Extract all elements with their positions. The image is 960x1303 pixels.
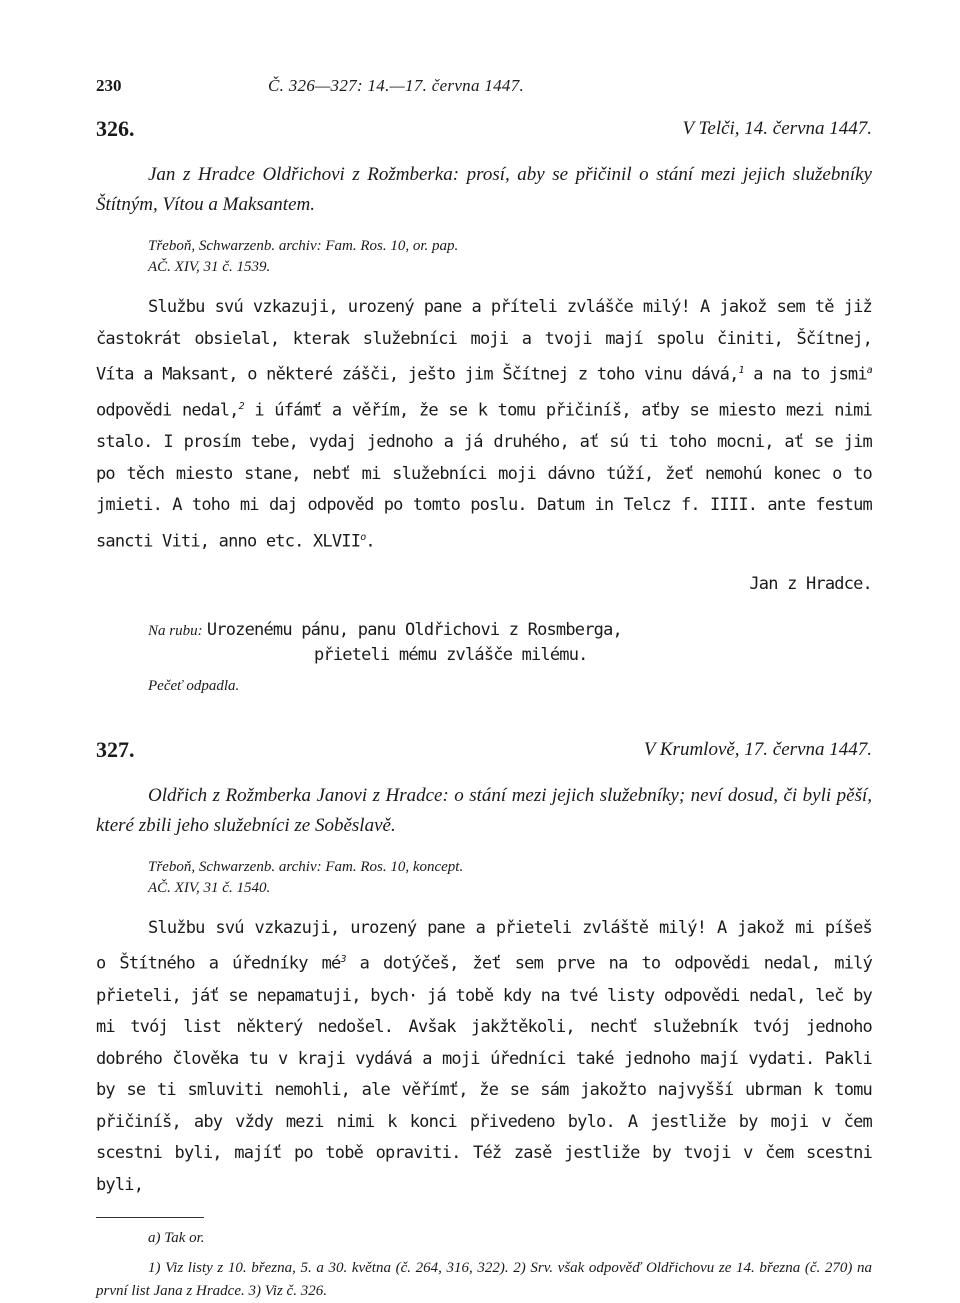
text-segment: . [365, 531, 375, 552]
source-line: Třeboň, Schwarzenb. archiv: Fam. Ros. 10, or. pap. [148, 238, 459, 254]
text-segment: Službu svú vzkazuji, urozený pane a přieteli zvláště milý! A jakož mi píšeš o Štítného a úředníky mé [96, 917, 872, 975]
text-segment: a na to jsmi [743, 364, 867, 385]
letter-text [96, 292, 872, 558]
text-segment: a dotýčeš, žeť sem prve na to odpovědi nedal, milý přieteli, jáť se nepamatuji, bych· já tobě kdy na tvé listy odpovědi nedal, leč by mi tvój list některý nedošel. Avšak jakžtěkoli, nechť služebník tvój jednoho dobrého člověka tu v kraji vydává a moji úředníci také jednoho mají vydati. Pakli by se ti smluviti nemohli, ale věřímť, že se sám jakožto najvyšší ubrman k tomu přičiníš, aby vždy mezi nimi k konci přivedeno bylo. A jestliže by moji v čem scestni byli, majíť po tobě opraviti. Též zasě jestliže by tvoji v čem scestni byli, [96, 954, 872, 1195]
entry-heading [96, 737, 872, 767]
source-line: AČ. XIV, 31 č. 1540. [148, 879, 271, 896]
archival-source [148, 236, 872, 278]
footnote-divider [96, 1217, 204, 1218]
superscript: o [360, 531, 366, 543]
seal-note: Pečeť odpadla. [148, 677, 240, 694]
archival-source [148, 857, 872, 899]
entry-summary: Jan z Hradce Oldřichovi z Rožmberka: prosí, aby se přičinil o stání mezi jejich služebníky Štítným, Vítou a Maksantem. [96, 164, 872, 215]
source-line: Třeboň, Schwarzenb. archiv: Fam. Ros. 10, koncept. [148, 858, 464, 875]
footnote-ref: a [866, 365, 872, 376]
footnote-lettered: a) Tak or. [148, 1230, 205, 1247]
endorsement-label: Na rubu: [148, 622, 203, 639]
signature: Jan z Hradce. [749, 573, 872, 594]
footnote-ref: 2 [238, 401, 244, 413]
text-segment: i úfámť a věřím, že se k tomu přičiníš, aťby se miesto mezi nimi stalo. I prosím tebe, vydaj jednoho a já druhého, ať sú ti toho mocni, ať se jim po těch miesto stane, nebť mi služebníci moji dávno túží, žeť nemohú konec o to jmieti. A toho mi daj odpověd po tomto poslu. Datum in Telcz f. IIII. ante festum sancti Viti, anno etc. XLVII [96, 400, 872, 552]
endorsement [148, 620, 872, 670]
endorsement-line: Urozenému pánu, panu Oldřichovi z Rosmberga, [206, 619, 622, 640]
entry-place-date: V Krumlově, 17. června 1447. [643, 738, 872, 760]
text-segment: Službu svú vzkazuji, urozený pane a příteli zvlášče milý! A jakož sem tě již častokrát obsielal, kterak služebníci moji a tvoji mají spolu činiti, Ščítnej, Víta a Maksant, o některé zášči, ješto jim Ščítnej z toho vinu dává, [96, 297, 872, 385]
entry-327 [96, 737, 872, 1201]
footnote-ref: 3 [340, 954, 346, 966]
footnotes-numbered: 1) Viz listy z 10. března, 5. a 30. května (č. 264, 316, 322). 2) Srv. však odpověď Oldřichovu ze 14. března (č. 270) na první list Jana z Hradce. 3) Viz č. 326. [96, 1260, 872, 1300]
page-number: 230 [96, 76, 122, 95]
entry-place-date: V Telči, 14. června 1447. [682, 118, 872, 139]
page-header [96, 66, 872, 106]
entry-summary: Oldřich z Rožmberka Janovi z Hradce: o stání mezi jejich služebníky; neví dosud, či byli pěší, které zbili jeho služebníci ze Soběslavě. [96, 784, 872, 836]
document-page [96, 66, 872, 1303]
letter-text [96, 913, 872, 1201]
entry-number: 327. [96, 736, 135, 762]
entry-number: 326. [96, 116, 135, 141]
endorsement-line: přieteli mému zvlášče milému. [314, 644, 588, 665]
source-line: AČ. XIV, 31 č. 1539. [148, 259, 271, 275]
entry-326 [96, 116, 872, 695]
footnote-ref: 1 [738, 365, 744, 376]
running-title: Č. 326—327: 14.—17. června 1447. [268, 76, 525, 95]
text-segment: odpovědi nedal, [96, 400, 239, 421]
entry-heading [96, 116, 872, 146]
